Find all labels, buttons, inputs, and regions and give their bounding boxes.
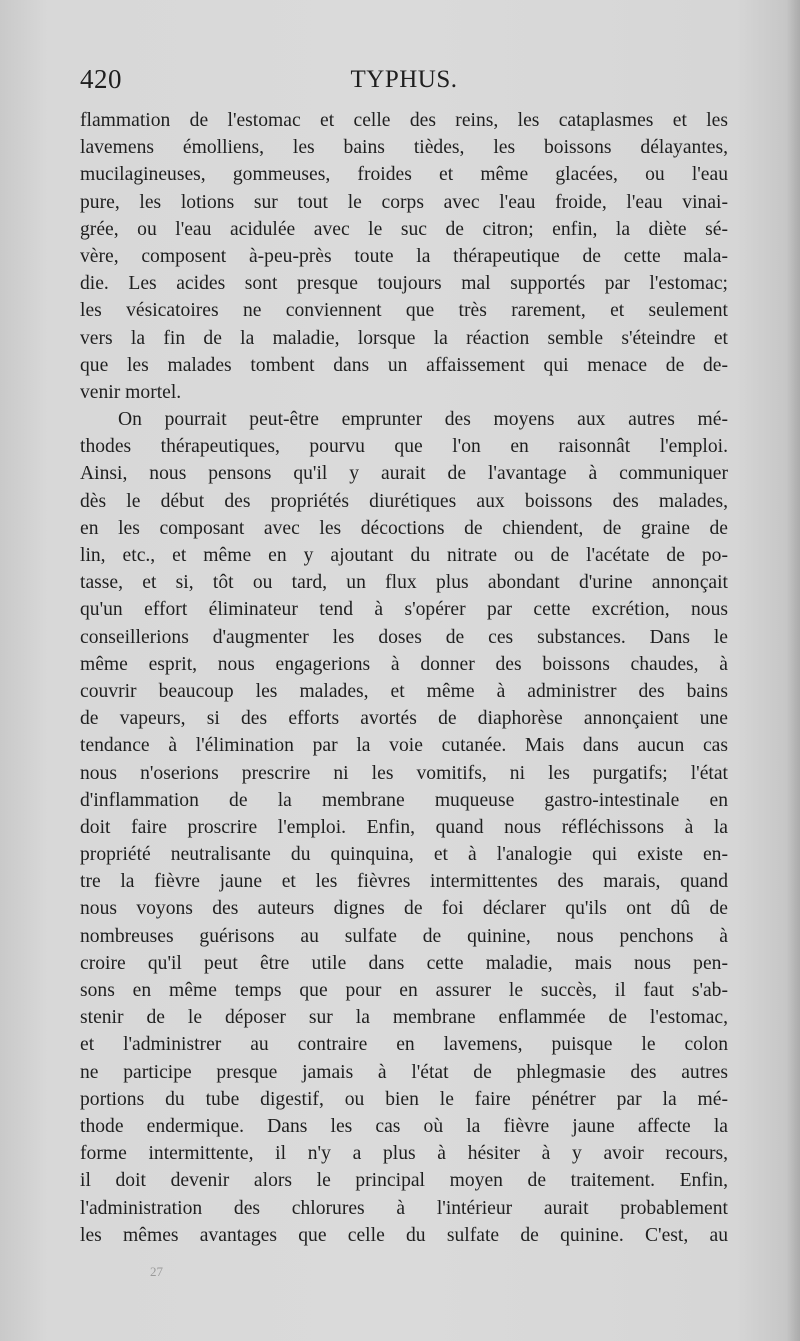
text-line: Ainsi, nous pensons qu'il y aurait de l'avantage à communiquer (80, 463, 728, 485)
text-line: il doit devenir alors le principal moyen de traitement. Enfin, (80, 1170, 728, 1192)
text-line: sons en même temps que pour en assurer le succès, il faut s'ab- (80, 980, 728, 1001)
text-line: les mêmes avantages que celle du sulfate de quinine. C'est, au (80, 1224, 728, 1246)
page-edge-shadow (786, 0, 800, 1341)
text-line: pure, les lotions sur tout le corps avec l'eau froide, l'eau vinai- (80, 191, 728, 213)
text-line: d'inflammation de la membrane muqueuse gastro-intestinale en (80, 789, 728, 811)
text-line: stenir de le déposer sur la membrane enflammée de l'estomac, (80, 1007, 728, 1029)
text-line: tre la fièvre jaune et les fièvres intermittentes des marais, quand (80, 871, 728, 893)
text-line: grée, ou l'eau acidulée avec le suc de citron; enfin, la diète sé- (80, 218, 728, 240)
text-line: lin, etc., et même en y ajoutant du nitrate ou de l'acétate de po- (80, 545, 728, 566)
text-line: propriété neutralisante du quinquina, et à l'analogie qui existe en- (80, 844, 728, 866)
text-line: croire qu'il peut être utile dans cette maladie, mais nous pen- (80, 952, 728, 974)
text-line: doit faire proscrire l'emploi. Enfin, quand nous réfléchissons à la (80, 816, 728, 838)
text-line: mucilagineuses, gommeuses, froides et même glacées, ou l'eau (80, 164, 728, 186)
text-line: On pourrait peut-être emprunter des moyens aux autres mé- (118, 409, 728, 431)
text-line: tasse, et si, tôt ou tard, un flux plus abondant d'urine annonçait (80, 572, 728, 594)
text-line: ne participe presque jamais à l'état de phlegmasie des autres (80, 1061, 728, 1083)
text-line: thodes thérapeutiques, pourvu que l'on en raisonnât l'emploi. (80, 436, 728, 458)
paragraph-2 (80, 406, 728, 1249)
signature-mark: 27 (150, 1264, 163, 1279)
text-line: vers la fin de la maladie, lorsque la réaction semble s'éteindre et (80, 327, 728, 349)
text-line: tendance à l'élimination par la voie cutanée. Mais dans aucun cas (80, 735, 728, 757)
text-line: conseillerions d'augmenter les doses de ces substances. Dans le (80, 626, 728, 648)
text-line: venir mortel. (80, 381, 182, 403)
text-line: que les malades tombent dans un affaissement qui menace de de- (80, 354, 728, 376)
text-line: die. Les acides sont presque toujours mal supportés par l'estomac; (80, 273, 728, 295)
text-line: de vapeurs, si des efforts avortés de diaphorèse annonçaient une (80, 708, 728, 730)
text-line: nous voyons des auteurs dignes de foi déclarer qu'ils ont dû de (80, 898, 728, 920)
text-line: nombreuses guérisons au sulfate de quinine, nous penchons à (80, 925, 728, 947)
text-line: l'administration des chlorures à l'intérieur aurait probablement (80, 1197, 728, 1219)
paragraph-1 (80, 107, 728, 406)
text-line: vère, composent à-peu-près toute la thérapeutique de cette mala- (80, 245, 728, 267)
text-line: nous n'oserions prescrire ni les vomitifs, ni les purgatifs; l'état (80, 762, 728, 784)
text-line: portions du tube digestif, ou bien le faire pénétrer par la mé- (80, 1088, 728, 1110)
text-line: couvrir beaucoup les malades, et même à administrer des bains (80, 680, 728, 702)
text-line: thode endermique. Dans les cas où la fièvre jaune affecte la (80, 1115, 728, 1137)
text-line: en les composant avec les décoctions de chiendent, de graine de (80, 517, 728, 539)
running-title: TYPHUS. (350, 66, 458, 93)
text-line: flammation de l'estomac et celle des reins, les cataplasmes et les (80, 110, 728, 131)
page-number: 420 (80, 64, 122, 94)
body-text (80, 107, 728, 1249)
text-line: même esprit, nous engagerions à donner des boissons chaudes, à (80, 653, 728, 675)
text-line: et l'administrer au contraire en lavemens, puisque le colon (80, 1034, 728, 1056)
page-header (80, 64, 728, 98)
text-line: les vésicatoires ne conviennent que très rarement, et seulement (80, 300, 728, 322)
text-line: dès le début des propriétés diurétiques aux boissons des malades, (80, 490, 728, 512)
text-line: qu'un effort éliminateur tend à s'opérer par cette excrétion, nous (80, 599, 728, 621)
text-line: lavemens émolliens, les bains tièdes, les boissons délayantes, (80, 137, 728, 159)
text-line: forme intermittente, il n'y a plus à hésiter à y avoir recours, (80, 1143, 728, 1165)
